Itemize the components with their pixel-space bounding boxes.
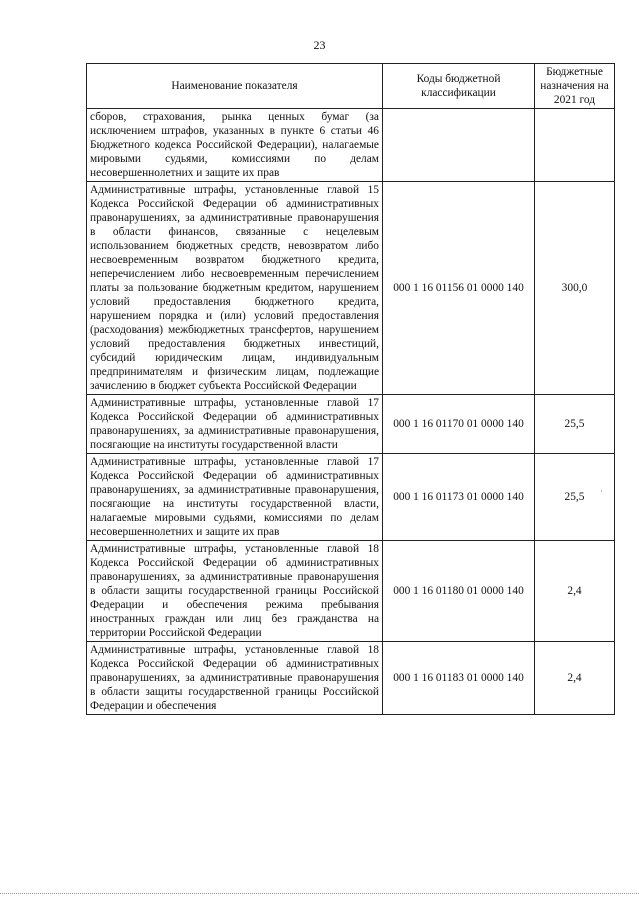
page-number: 23 bbox=[313, 38, 326, 52]
row-name: Административные штрафы, установленные главой 17 Кодекса Российской Федерации об административных правонарушениях, за административные правонарушения, посягающие на институты государственной власти bbox=[87, 395, 383, 454]
budget-table bbox=[86, 63, 615, 715]
table-row bbox=[87, 454, 615, 541]
row-code: 000 1 16 01173 01 0000 140 bbox=[383, 454, 535, 541]
header-budget-amount: Бюджетные назначения на 2021 год bbox=[535, 64, 615, 109]
row-amount bbox=[535, 109, 615, 182]
table-row bbox=[87, 395, 615, 454]
row-code: 000 1 16 01183 01 0000 140 bbox=[383, 642, 535, 715]
header-budget-codes: Коды бюджетной классификации bbox=[383, 64, 535, 109]
row-amount: 25,5 bbox=[535, 395, 615, 454]
row-name: сборов, страхования, рынка ценных бумаг (за исключением штрафов, указанных в пункте 6 статьи 46 Бюджетного кодекса Российской Федерации), налагаемые мировыми судьями, комиссиями по делам несовершеннолетних и защите их прав bbox=[87, 109, 383, 182]
table-header bbox=[87, 64, 615, 109]
row-code: 000 1 16 01180 01 0000 140 bbox=[383, 541, 535, 642]
row-amount: 25,5 bbox=[535, 454, 615, 541]
row-code bbox=[383, 109, 535, 182]
row-name: Административные штрафы, установленные главой 15 Кодекса Российской Федерации об административных правонарушениях, за административные правонарушения в области финансов, связанные с нецелевым использованием бюджетных средств, невозвратом либо несвоевременным возвратом бюджетного кредита, неперечислением либо несвоевременным перечислением платы за пользование бюджетным кредитом, нарушением условий предоставления бюджетного кредита, нарушением порядка и (или) условий предоставления (расходования) межбюджетных трансфертов, нарушением условий предоставления бюджетных инвестиций, субсидий юридическим лицам, индивидуальным предпринимателям и физическим лицам, подлежащие зачислению в бюджет субъекта Российской Федерации bbox=[87, 182, 383, 395]
row-amount: 2,4 bbox=[535, 541, 615, 642]
scan-speck-mark: · bbox=[600, 487, 603, 496]
table-row bbox=[87, 541, 615, 642]
scan-edge-line bbox=[0, 893, 639, 894]
row-code: 000 1 16 01156 01 0000 140 bbox=[383, 182, 535, 395]
row-amount: 2,4 bbox=[535, 642, 615, 715]
table-row bbox=[87, 642, 615, 715]
row-name: Административные штрафы, установленные главой 18 Кодекса Российской Федерации об административных правонарушениях, за административные правонарушения в области защиты государственной границы Российской Федерации и обеспечения bbox=[87, 642, 383, 715]
row-name: Административные штрафы, установленные главой 18 Кодекса Российской Федерации об административных правонарушениях, за административные правонарушения в области защиты государственной границы Российской Федерации и обеспечения режима пребывания иностранных граждан или лиц без гражданства на территории Российской Федерации bbox=[87, 541, 383, 642]
table-row bbox=[87, 182, 615, 395]
row-code: 000 1 16 01170 01 0000 140 bbox=[383, 395, 535, 454]
header-indicator-name: Наименование показателя bbox=[87, 64, 383, 109]
row-amount: 300,0 bbox=[535, 182, 615, 395]
row-name: Административные штрафы, установленные главой 17 Кодекса Российской Федерации об административных правонарушениях, за административные правонарушения, посягающие на институты государственной власти, налагаемые мировыми судьями, комиссиями по делам несовершеннолетних и защите их прав bbox=[87, 454, 383, 541]
table-row bbox=[87, 109, 615, 182]
